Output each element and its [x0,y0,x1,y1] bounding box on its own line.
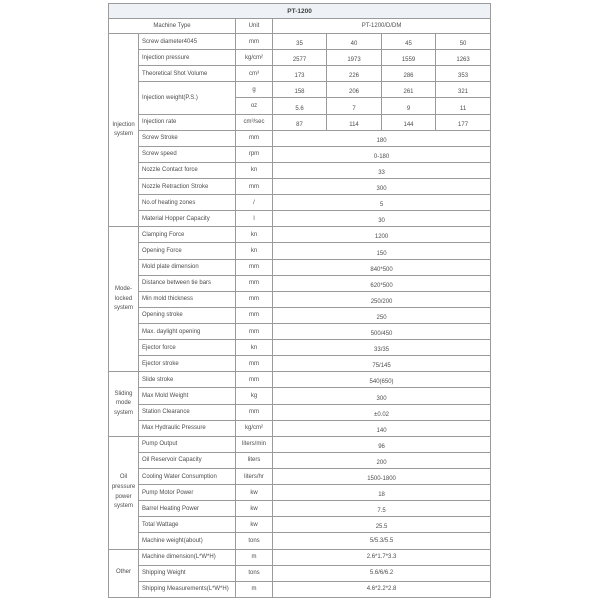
table-row [109,195,491,211]
spec-value: 500/450 [273,323,491,339]
table-row [109,436,491,452]
spec-value: 4.6*2.2*2.8 [273,581,491,597]
spec-label: Max Hydraulic Pressure [139,420,236,436]
table-row [109,227,491,243]
unit-header: Unit [236,19,273,34]
spec-value: 18 [273,485,491,501]
spec-label: Ejector force [139,340,236,356]
spec-unit: mm [236,323,273,339]
spec-unit: mm [236,259,273,275]
spec-value: ±0.02 [273,404,491,420]
spec-value: 45 [382,34,436,50]
spec-value: 321 [436,82,491,98]
spec-value: 206 [327,82,382,98]
spec-value: 11 [436,98,491,114]
spec-label: Screw diameter4045 [139,34,236,50]
spec-value: 300 [273,388,491,404]
spec-unit: g [236,82,273,98]
spec-unit: mm [236,307,273,323]
spec-value: 353 [436,66,491,82]
spec-value: 2577 [273,50,327,66]
spec-value: 33/35 [273,340,491,356]
table-row [109,468,491,484]
spec-value: 40 [327,34,382,50]
table-row [109,565,491,581]
spec-label: Injection rate [139,114,236,130]
table-row [109,420,491,436]
spec-unit: liters/hr [236,468,273,484]
spec-unit: mm [236,404,273,420]
table-row [109,549,491,565]
spec-label: Injection pressure [139,50,236,66]
spec-value: 5 [273,195,491,211]
table-header-row [109,19,491,34]
spec-unit: cm³/sec [236,114,273,130]
section-label: Injection system [109,34,139,227]
section-label: Sliding mode system [109,372,139,436]
spec-unit: mm [236,130,273,146]
table-row [109,50,491,66]
spec-unit: liters [236,452,273,468]
table-row [109,581,491,597]
table-row [109,452,491,468]
table-row [109,259,491,275]
table-row [109,66,491,82]
spec-unit: oz [236,98,273,114]
spec-unit: kg/cm² [236,420,273,436]
model-header: PT-1200/D/DM [273,19,491,34]
spec-value: 1559 [382,50,436,66]
spec-value: 177 [436,114,491,130]
spec-label: Cooling Water Consumption [139,468,236,484]
spec-value: 7.5 [273,501,491,517]
spec-unit: tons [236,533,273,549]
spec-value: 200 [273,452,491,468]
spec-unit: kn [236,162,273,178]
spec-unit: kn [236,227,273,243]
spec-label: Distance between tie bars [139,275,236,291]
spec-value: 33 [273,162,491,178]
spec-unit: mm [236,34,273,50]
section-label: Mode-locked system [109,227,139,372]
spec-value: 35 [273,34,327,50]
spec-unit: mm [236,356,273,372]
spec-label: Max. daylight opening [139,323,236,339]
spec-label: Screw Stroke [139,130,236,146]
table-row [109,162,491,178]
table-row [109,275,491,291]
spec-value: 226 [327,66,382,82]
spec-value: 2.6*1.7*3.3 [273,549,491,565]
spec-label: Material Hopper Capacity [139,211,236,227]
table-row [109,243,491,259]
spec-unit: kw [236,501,273,517]
spec-label: Barrel Heating Power [139,501,236,517]
spec-value: 300 [273,178,491,194]
spec-unit: mm [236,275,273,291]
spec-label: Nozzle Retraction Stroke [139,178,236,194]
spec-value: 180 [273,130,491,146]
spec-label: Shipping Weight [139,565,236,581]
spec-value: 158 [273,82,327,98]
spec-unit: cm³ [236,66,273,82]
spec-label: Station Clearance [139,404,236,420]
spec-table [108,3,491,598]
spec-unit: kw [236,517,273,533]
spec-value: 87 [273,114,327,130]
table-row [109,404,491,420]
spec-value: 250/200 [273,291,491,307]
spec-label: Opening Force [139,243,236,259]
spec-unit: kg [236,388,273,404]
spec-unit: kg/cm² [236,50,273,66]
spec-label: Nozzle Contact force [139,162,236,178]
table-row [109,114,491,130]
spec-label: Pump Output [139,436,236,452]
table-row [109,178,491,194]
table-title-row [109,4,491,19]
spec-label: Oil Reservoir Capacity [139,452,236,468]
spec-value: 30 [273,211,491,227]
table-row [109,307,491,323]
table-row [109,146,491,162]
spec-value: 75/145 [273,356,491,372]
spec-value: 9 [382,98,436,114]
spec-label: Mold plate dimension [139,259,236,275]
section-label: Oil pressure power system [109,436,139,549]
table-row [109,130,491,146]
spec-value: 5/5.3/5.5 [273,533,491,549]
spec-value: 250 [273,307,491,323]
spec-unit: / [236,195,273,211]
table-row [109,372,491,388]
spec-unit: mm [236,291,273,307]
table-row [109,501,491,517]
table-row [109,34,491,50]
table-row [109,291,491,307]
spec-label: No.of heating zones [139,195,236,211]
spec-unit: mm [236,178,273,194]
spec-label: Pump Motor Power [139,485,236,501]
spec-value: 286 [382,66,436,82]
spec-value: 1200 [273,227,491,243]
spec-label: Opening stroke [139,307,236,323]
spec-value: 5.6/6/6.2 [273,565,491,581]
spec-value: 620*500 [273,275,491,291]
spec-value: 5.6 [273,98,327,114]
spec-value: 1500-1800 [273,468,491,484]
spec-value: 25.5 [273,517,491,533]
spec-unit: kn [236,340,273,356]
spec-label: Screw speed [139,146,236,162]
table-row [109,340,491,356]
spec-value: 261 [382,82,436,98]
table-row [109,323,491,339]
section-label: Other [109,549,139,598]
table-row [109,517,491,533]
spec-unit: liters/min [236,436,273,452]
table-row [109,211,491,227]
spec-value: 140 [273,420,491,436]
spec-value: 150 [273,243,491,259]
spec-value: 50 [436,34,491,50]
spec-label: Ejector stroke [139,356,236,372]
machine-type-header: Machine Type [109,19,236,34]
spec-unit: m [236,581,273,597]
spec-value: 144 [382,114,436,130]
spec-label: Total Wattage [139,517,236,533]
spec-unit: l [236,211,273,227]
spec-value: 96 [273,436,491,452]
spec-value: 1973 [327,50,382,66]
spec-value: 840*500 [273,259,491,275]
spec-value: 540(650) [273,372,491,388]
table-row [109,82,491,98]
table-title: PT-1200 [109,4,491,19]
spec-unit: kn [236,243,273,259]
table-row [109,356,491,372]
spec-label: Theoretical Shot Volume [139,66,236,82]
spec-label: Max Mold Weight [139,388,236,404]
table-row [109,485,491,501]
spec-table-body [109,34,491,598]
spec-value: 1263 [436,50,491,66]
spec-value: 7 [327,98,382,114]
spec-label: Slide stroke [139,372,236,388]
spec-unit: m [236,549,273,565]
table-row [109,388,491,404]
spec-label: Clamping Force [139,227,236,243]
table-row [109,533,491,549]
spec-unit: rpm [236,146,273,162]
spec-label: Min mold thickness [139,291,236,307]
spec-value: 173 [273,66,327,82]
spec-label: Machine dimension(L*W*H) [139,549,236,565]
spec-unit: mm [236,372,273,388]
spec-unit: tons [236,565,273,581]
spec-label: Shipping Measurements(L*W*H) [139,581,236,597]
spec-unit: kw [236,485,273,501]
spec-value: 0-180 [273,146,491,162]
spec-label: Machine weight(about) [139,533,236,549]
spec-label: Injection weight(P.S.) [139,82,236,114]
spec-value: 114 [327,114,382,130]
